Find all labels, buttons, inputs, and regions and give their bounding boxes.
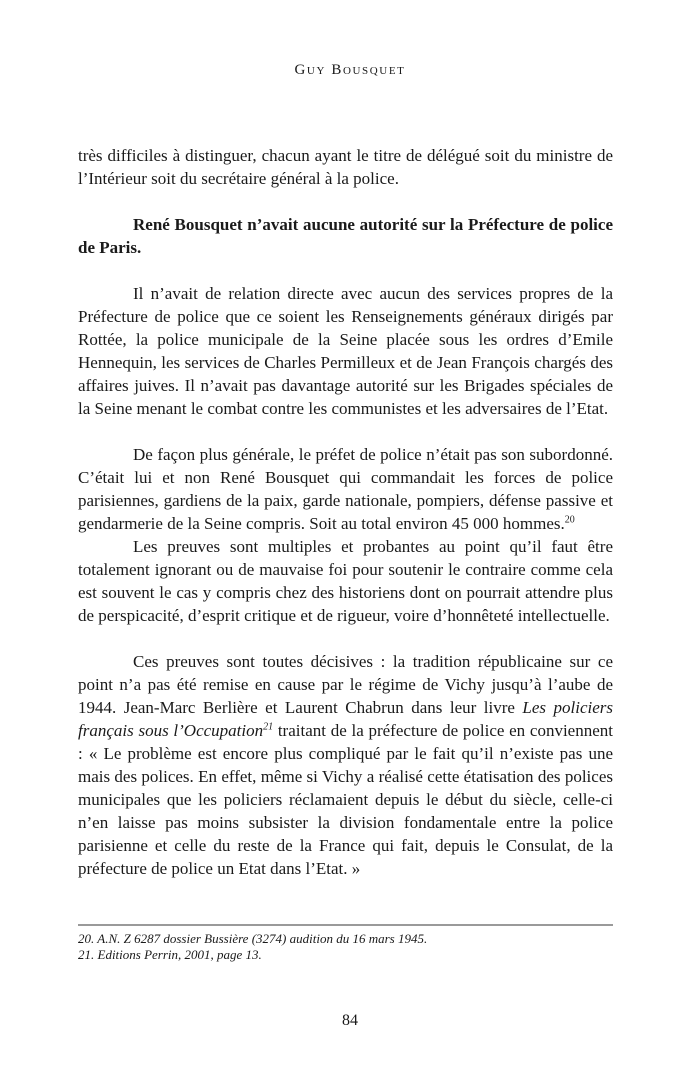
- paragraph-text: De façon plus générale, le préfet de police n’était pas son subordonné. C’était lui et non René Bousquet qui commandait les forces de police parisiennes, gardiens de la paix, garde nationale, pompiers, défense passive et gendarmerie de la Seine compris. Soit au total environ 45 000 hommes.: [78, 445, 613, 533]
- body-text: [78, 144, 613, 880]
- footnotes: [78, 931, 613, 963]
- running-header: Guy Bousquet: [294, 62, 406, 78]
- footnote-divider: [78, 924, 613, 926]
- section-heading: René Bousquet n’avait aucune autorité sur la Préfecture de police de Paris.: [78, 215, 613, 257]
- footnote-ref-21: 21: [263, 721, 274, 733]
- paragraph-preuves: Les preuves sont multiples et probantes au point qu’il faut être totalement ignorant ou de mauvaise foi pour soutenir le contraire comme cela est souvent le cas y compris chez des historiens dont on pourrait attendre plus de perspicacité, d’esprit critique et de rigueur, voire d’honnêteté intellectuelle.: [78, 537, 613, 625]
- paragraph-tradition: [78, 650, 613, 880]
- paragraph-text-b: traitant de la préfecture de police en conviennent : « Le problème est encore plus compliqué par le fait qu’il n’existe pas une mais des polices. En effet, même si Vichy a réalisé cette étatisation des polices municipales que les policiers réclamaient depuis le début du siècle, celle-ci n’en laisse pas moins subsister la division fondamentale entre la police parisienne et celle du reste de la France qui fait, depuis le Consulat, de la préfecture de police un Etat dans l’Etat. »: [78, 721, 613, 878]
- paragraph-text-a: Ces preuves sont toutes décisives : la tradition républicaine sur ce point n’a pas été remise en cause par le régime de Vichy jusqu’à l’aube de 1944. Jean-Marc Berlière et Laurent Chabrun dans leur livre: [78, 652, 613, 717]
- paragraph-prefecture-services: Il n’avait de relation directe avec aucun des services propres de la Préfecture de police que ce soient les Renseignements généraux dirigés par Rottée, la police municipale de la Seine placée sous les ordres d’Emile Hennequin, les services de Charles Permilleux et de Jean François chargés des affaires juives. Il n’avait pas davantage autorité sur les Brigades spéciales de la Seine menant le combat contre les communistes et les adversaires de l’Etat.: [78, 284, 613, 418]
- paragraph-continuation: très difficiles à distinguer, chacun ayant le titre de délégué soit du ministre de l’Intérieur soit du secrétaire général à la police.: [78, 146, 613, 188]
- footnote-21: 21. Editions Perrin, 2001, page 13.: [78, 947, 262, 962]
- footnote-20: 20. A.N. Z 6287 dossier Bussière (3274) audition du 16 mars 1945.: [78, 931, 428, 946]
- footnote-ref-20: 20: [564, 514, 575, 526]
- page-number: 84: [342, 1012, 358, 1029]
- book-title: Les policiers français sous l’Occupation: [78, 698, 614, 740]
- paragraph-prefet-forces: [78, 443, 613, 535]
